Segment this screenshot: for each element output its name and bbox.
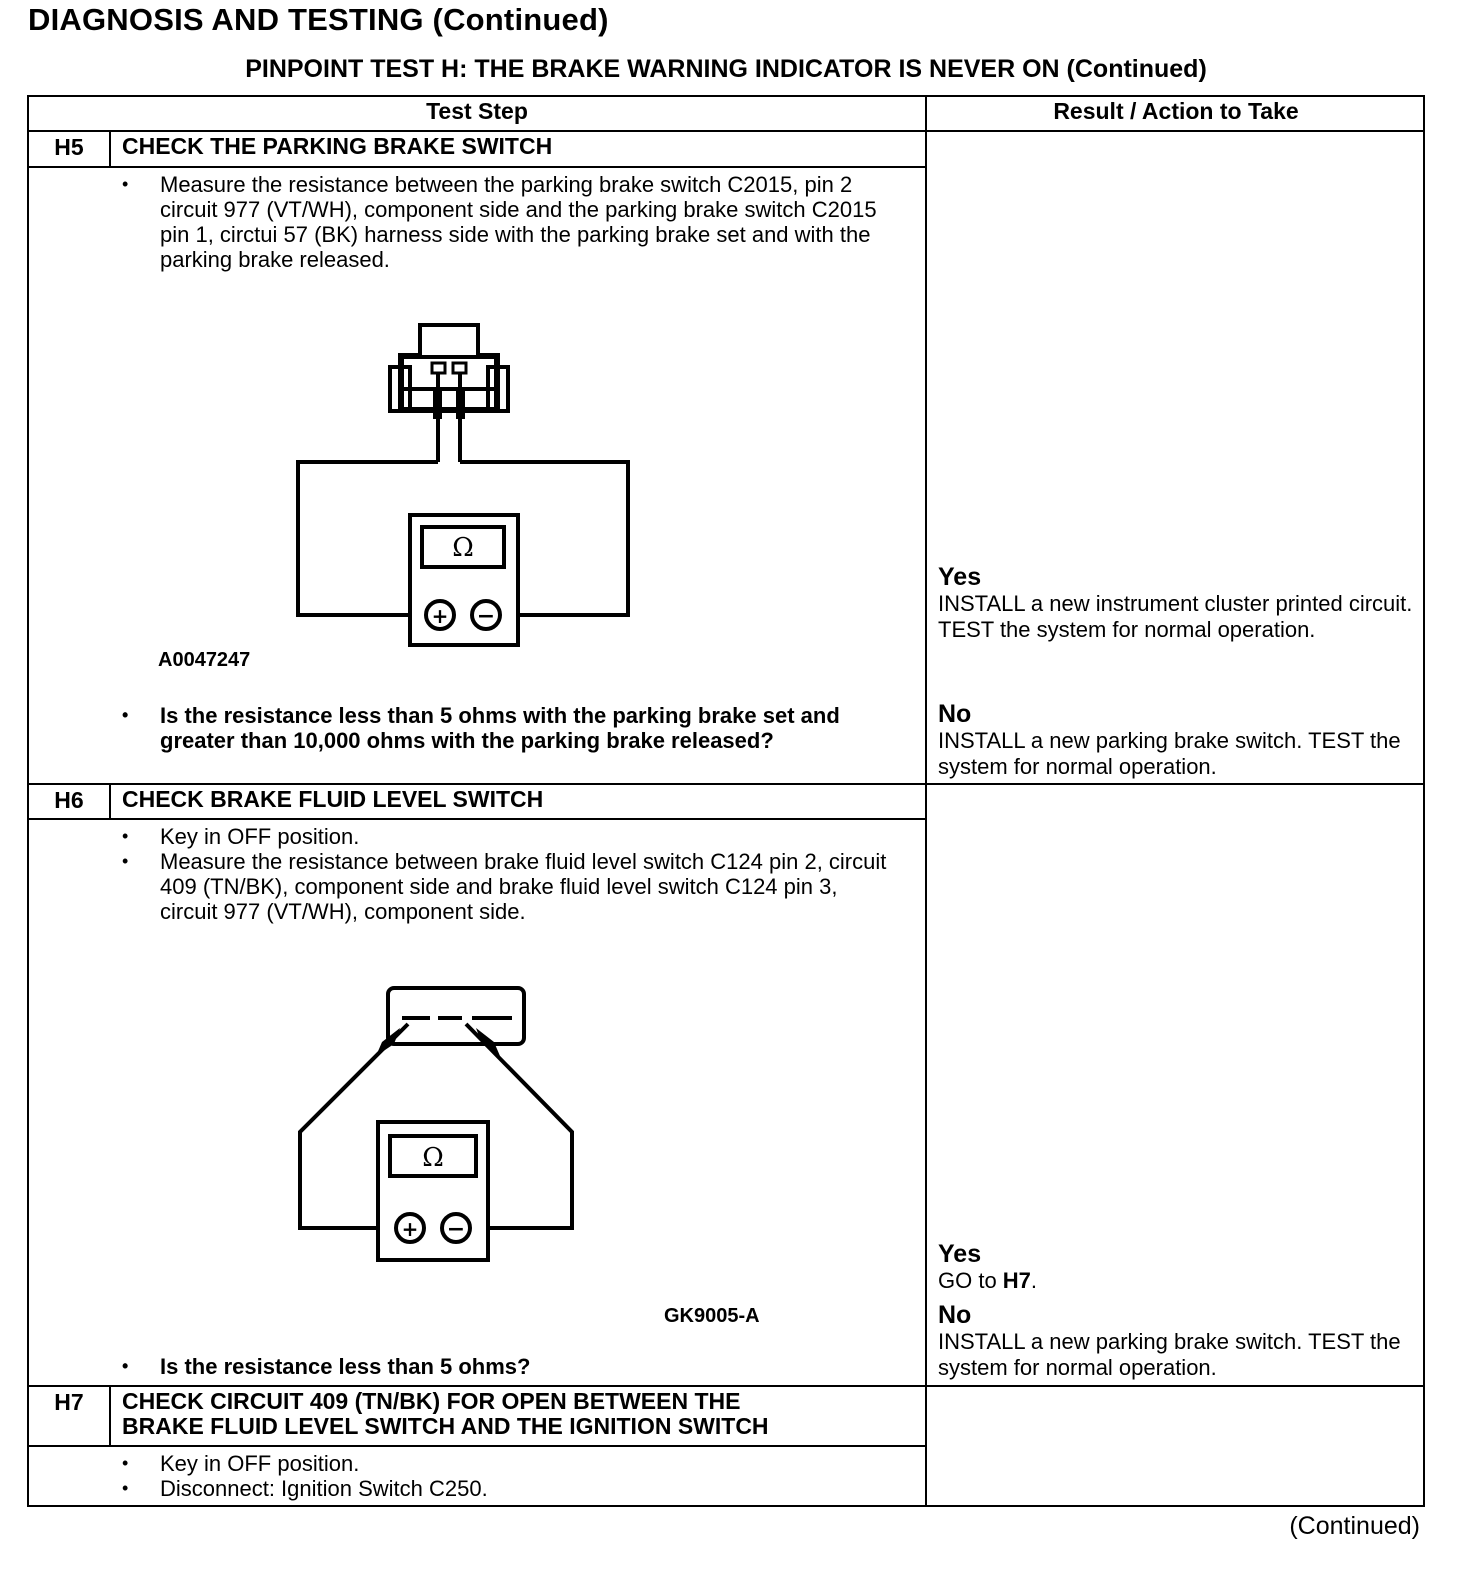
h5-yes-label: Yes (938, 563, 982, 591)
column-divider (925, 95, 927, 1507)
step-title-h7-line-1: CHECK CIRCUIT 409 (TN/BK) FOR OPEN BETWEEN THE (122, 1388, 741, 1414)
h6-lead-left (300, 1024, 408, 1228)
h6-lead-right (466, 1024, 572, 1228)
h5-yes-action: INSTALL a new instrument cluster printed circuit. TEST the system for normal operation. (938, 591, 1413, 642)
h6-goto-target: H7 (1002, 1268, 1031, 1293)
h5-pin-2 (453, 363, 466, 373)
h6-figure-label: GK9005-A (664, 1305, 760, 1327)
h5-lead-right (460, 462, 628, 615)
h6-no-action: INSTALL a new parking brake switch. TEST the system for normal operation. (938, 1329, 1401, 1380)
h5-bottom-rule (27, 783, 1425, 785)
svg-text:+: + (401, 1217, 419, 1241)
step-title-h7-line-2: BRAKE FLUID LEVEL SWITCH AND THE IGNITION SWITCH (122, 1413, 769, 1439)
h5-pin-1 (432, 363, 445, 373)
svg-text:−: − (446, 1217, 466, 1242)
h6-title-rule (27, 818, 927, 820)
h5-instruction: • Measure the resistance between the parking brake switch C2015, pin 2 circuit 977 (VT/WH), component side and the parking brake switch C2015 pin 1, circtui 57 (BK) harness side with the parking brake set and with the parking brake released. (160, 172, 900, 272)
h5-connector-body (400, 325, 498, 411)
h5-no-action: INSTALL a new parking brake switch. TEST the system for normal operation. (938, 728, 1401, 779)
svg-text:+: + (431, 604, 449, 628)
h5-id-divider (109, 130, 111, 167)
h6-fluid-switch-ohmmeter-diagram (290, 980, 590, 1270)
h5-connector-ohmmeter-diagram (290, 305, 640, 655)
h7-title-rule (27, 1445, 927, 1447)
h6-ohm-symbol: Ω (422, 1143, 444, 1173)
h6-instruction-1: • Key in OFF position. (160, 824, 920, 849)
header-test-step: Test Step (426, 98, 528, 124)
h7-instruction-1: • Key in OFF position. (160, 1451, 920, 1476)
h5-title-rule (27, 166, 927, 168)
h5-figure-label: A0047247 (158, 649, 251, 671)
step-title-h5: CHECK THE PARKING BRAKE SWITCH (122, 133, 553, 159)
h6-no-label: No (938, 1301, 972, 1329)
h6-yes-label: Yes (938, 1240, 982, 1268)
page-title: DIAGNOSIS AND TESTING (Continued) (28, 2, 609, 37)
page-subtitle: PINPOINT TEST H: THE BRAKE WARNING INDICATOR IS NEVER ON (Continued) (245, 55, 1207, 83)
step-id-h5: H5 (54, 134, 84, 160)
h5-question: • Is the resistance less than 5 ohms with the parking brake set and greater than 10,000 ohms with the parking brake released? (160, 703, 870, 753)
h7-id-divider (109, 1385, 111, 1446)
step-id-h6: H6 (54, 787, 84, 813)
h5-connector-face (402, 357, 496, 409)
h6-bottom-rule (27, 1385, 1425, 1387)
step-id-h7: H7 (54, 1389, 84, 1415)
h6-id-divider (109, 783, 111, 820)
h5-ohm-symbol: Ω (452, 533, 474, 563)
header-result-action: Result / Action to Take (1053, 98, 1299, 124)
h5-no-label: No (938, 700, 972, 728)
h6-instruction-2: • Measure the resistance between brake fluid level switch C124 pin 2, circuit 409 (TN/BK), component side and brake fluid level switch C124 pin 3, circuit 977 (VT/WH), component side. (160, 849, 900, 924)
h7-instruction-2: • Disconnect: Ignition Switch C250. (160, 1476, 920, 1501)
continued-footer: (Continued) (1289, 1512, 1420, 1540)
h6-yes-action: GO to H7. (938, 1268, 1038, 1293)
step-title-h6: CHECK BRAKE FLUID LEVEL SWITCH (122, 786, 544, 812)
svg-text:−: − (476, 604, 496, 629)
header-rule (27, 130, 1425, 132)
h5-lead-left (298, 462, 438, 615)
h6-question: • Is the resistance less than 5 ohms? (160, 1354, 920, 1379)
